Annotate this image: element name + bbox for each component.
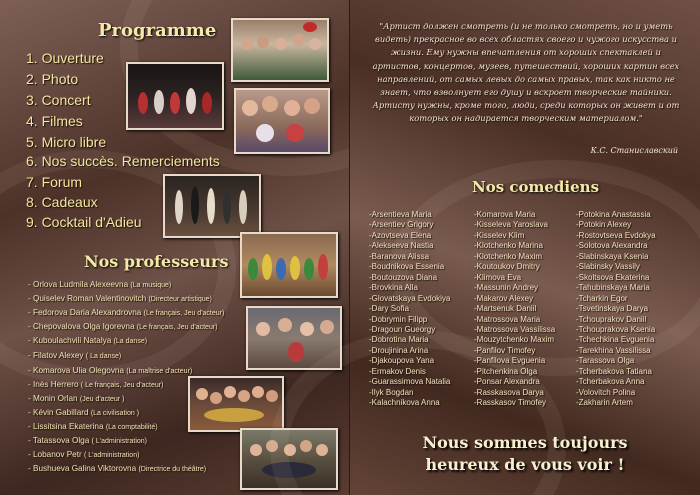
- comedien-name: -Klimova Eva: [474, 272, 522, 282]
- comedien-name: -Ponsar Alexandra: [474, 377, 540, 387]
- comedien-name: -Tahubinskaya Maria: [576, 283, 650, 293]
- professor-item: [28, 366, 192, 375]
- professor-item: [28, 351, 121, 360]
- comedien-name: -Tcherbakova Tatiana: [576, 366, 652, 376]
- professor-role: (Directrice du théâtre): [138, 466, 207, 473]
- group-photo: [231, 18, 329, 82]
- comedien-name: -Klotchenko Marina: [474, 241, 543, 251]
- comedien-name: -Djakoupova Yana: [369, 356, 435, 366]
- comedien-name: -Skoltsova Ekaterina: [576, 272, 650, 282]
- comedien-name: -Tarekhina Vassilissa: [576, 345, 651, 355]
- comedien-name: -Boutouzova Diana: [369, 272, 438, 282]
- professor-item: [28, 336, 147, 345]
- professor-name: - Fedorova Daria Alexandrovna: [28, 308, 142, 317]
- comedien-name: -Droujinina Arina: [369, 345, 429, 355]
- professor-role: (Le français, Jeu d'acteur): [143, 310, 225, 317]
- comedien-name: -Mouzytchenko Maxim: [474, 335, 555, 345]
- professor-name: - Filatov Alexey: [28, 351, 84, 360]
- programme-item: 4. Filmes: [26, 113, 83, 129]
- comedien-name: -Makarov Alexey: [474, 293, 534, 303]
- professor-name: - Monin Orlan: [28, 394, 78, 403]
- professor-name: - Orlova Ludmila Alexeevna: [28, 280, 129, 289]
- programme-item: 2. Photo: [26, 71, 79, 87]
- comedien-name: -Glovatskaya Evdokiya: [369, 293, 451, 303]
- comedien-name: -Ermakov Denis: [369, 366, 426, 376]
- comedien-name: -Baranova Alissa: [369, 251, 430, 261]
- comedien-name: -Matrossova Vassilissa: [474, 324, 556, 334]
- closing-line-1: Nous sommes toujours: [422, 433, 628, 452]
- comedien-name: -Tcherbakova Anna: [576, 377, 645, 387]
- comediens-column-2: [474, 210, 555, 409]
- comedien-name: -Tchechkina Evguenia: [576, 335, 655, 345]
- programme-item: 7. Forum: [26, 174, 83, 190]
- comedien-name: -Potokina Anastassia: [576, 210, 651, 219]
- programme-item: 3. Concert: [26, 92, 91, 108]
- stage-photo: [126, 62, 224, 130]
- comedien-name: -Arsentiev Grigory: [369, 220, 434, 230]
- comedien-name: -Martsenuk Daniil: [474, 304, 537, 314]
- comediens-column-1: [369, 210, 450, 409]
- comedien-name: -Volovitch Polina: [576, 387, 636, 397]
- professor-role: ( Le français, Jeu d'acteur): [80, 382, 164, 389]
- professor-role: (La maîtrise d'acteur): [126, 368, 193, 375]
- professor-item: [28, 436, 147, 445]
- professor-name: - Kévin Gabillard: [28, 408, 89, 417]
- professor-item: [28, 280, 171, 289]
- professor-name: - Tatassova Olga: [28, 436, 90, 445]
- comedien-name: -Slabinsky Vassily: [576, 262, 640, 272]
- comedien-name: -Alekseeva Nastia: [369, 241, 434, 251]
- stanislavski-quote: "Артист должен смотреть (и не только смотреть, но и уметь видеть) прекрасное во всех областях своего и чужого искусства и жизни. Ему нужны впечатления от хороших спектаклей и артистов, концертов, музеев, путешествий, хороших картин всех направлений, от самых левых до самых правых, так как никто не знает, что взволнует его душу и вскроет творческие тайники. Артисту нужны, кроме того, люди, среди которых он живет и от которых он надирается творческим материалом.": [372, 21, 680, 124]
- comedien-name: -Tchouprakova Ksenia: [576, 324, 656, 334]
- professor-name: - Bushueva Galina Viktorovna: [28, 464, 137, 473]
- comedien-name: -Kalachnikova Anna: [369, 398, 440, 408]
- professor-role: (La comptabilité): [105, 424, 158, 431]
- programme-item: 8. Cadeaux: [26, 194, 98, 210]
- professor-role: (La civilisation ): [90, 410, 140, 417]
- comedien-name: -Tarassova Olga: [576, 356, 635, 366]
- comedien-name: -Rasskasova Darya: [474, 387, 544, 397]
- professor-item: [28, 294, 212, 303]
- comedien-name: -Solotova Alexandra: [576, 241, 648, 251]
- comedien-name: -Matrossova Maria: [474, 314, 541, 324]
- comedien-name: -Rostovtseva Evdokya: [576, 230, 656, 240]
- programme-item: 6. Nos succès. Remerciements: [26, 153, 220, 169]
- troupe-photo: [188, 376, 284, 432]
- professor-name: - Chepovalova Olga Igorevna: [28, 322, 135, 331]
- comedien-name: -Panfilov Timofey: [474, 345, 536, 355]
- comedien-name: -Azovtseva Elena: [369, 230, 432, 240]
- children-photo: [234, 88, 330, 154]
- professor-role: (La musique): [130, 282, 172, 289]
- comedien-name: -Komarova Maria: [474, 210, 536, 219]
- comedien-name: -Kisseleva Yaroslava: [474, 220, 548, 230]
- professor-item: [28, 322, 218, 331]
- professor-name: - Inès Herrero: [28, 380, 79, 389]
- comedien-name: -Dobrymin Filipp: [369, 314, 428, 324]
- professor-role: (Le français, Jeu d'acteur): [136, 324, 218, 331]
- professor-role: ( L'administration): [91, 438, 147, 445]
- comedien-name: -Kisselev Klim: [474, 230, 525, 240]
- professor-role: ( L'administration): [84, 452, 140, 459]
- comedien-name: -Klotchenko Maxim: [474, 251, 543, 261]
- professor-item: [28, 308, 224, 317]
- professor-item: [28, 464, 206, 473]
- professor-name: - Quiselev Roman Valentinovitch: [28, 294, 147, 303]
- comedien-name: -Dary Sofia: [369, 304, 410, 314]
- comedien-name: -Panfilova Evguenia: [474, 356, 546, 366]
- comedien-name: -Massunin Andrey: [474, 283, 539, 293]
- comediens-title: Nos comediens: [472, 178, 600, 196]
- comedien-name: -Tcharkin Egor: [576, 293, 628, 303]
- professor-role: (La danse): [113, 338, 148, 345]
- professeurs-title: Nos professeurs: [84, 252, 229, 271]
- professor-item: [28, 422, 158, 431]
- comedien-name: -Ilyk Bogdan: [369, 387, 414, 397]
- comedien-name: -Koutoukov Dmitry: [474, 262, 540, 272]
- professor-item: [28, 408, 139, 417]
- comedien-name: -Pitchenkina Olga: [474, 366, 538, 376]
- professor-role: ( La danse): [85, 353, 122, 360]
- comedien-name: -Tchouprakov Daniil: [576, 314, 647, 324]
- comedien-name: -Tsvetinskaya Darya: [576, 304, 649, 314]
- closing-line-2: heureux de vous voir !: [425, 455, 625, 474]
- comedien-name: -Zakharin Artem: [576, 398, 633, 408]
- programme-item: 5. Micro libre: [26, 134, 107, 150]
- professor-role: (Directeur artistique): [148, 296, 212, 303]
- professor-name: - Lobanov Petr: [28, 450, 82, 459]
- programme-item: 9. Cocktail d'Adieu: [26, 214, 142, 230]
- professor-name: - Lissitsina Ekaterina: [28, 422, 104, 431]
- comedien-name: -Potokin Alexey: [576, 220, 632, 230]
- comedien-name: -Dobrotina Maria: [369, 335, 429, 345]
- comedien-name: -Arsentieva Maria: [369, 210, 432, 219]
- comedien-name: -Dragoun Gueorgy: [369, 324, 436, 334]
- programme-item: 1. Ouverture: [26, 50, 104, 66]
- quote-author: К.С. Станиславский: [590, 146, 678, 155]
- costume-photo: [240, 232, 338, 298]
- comedien-name: -Slabinskaya Ksenia: [576, 251, 649, 261]
- professor-name: - Kuboulachvili Natalya: [28, 336, 112, 345]
- professor-item: [28, 380, 163, 389]
- comedien-name: -Rasskasov Timofey: [474, 398, 547, 408]
- professor-name: - Komarova Ulia Olegovna: [28, 366, 125, 375]
- performance-photo: [163, 174, 261, 238]
- comedien-name: -Guarassimova Natalia: [369, 377, 451, 387]
- professor-role: (Jeu d'acteur ): [79, 396, 125, 403]
- closing-message: [350, 432, 700, 476]
- comediens-column-3: [576, 210, 656, 409]
- programme-title: Programme: [98, 20, 217, 41]
- professor-item: [28, 450, 139, 459]
- comedien-name: -Boudnikova Essenia: [369, 262, 445, 272]
- professor-item: [28, 394, 124, 403]
- comedien-name: -Brovkina Alla: [369, 283, 418, 293]
